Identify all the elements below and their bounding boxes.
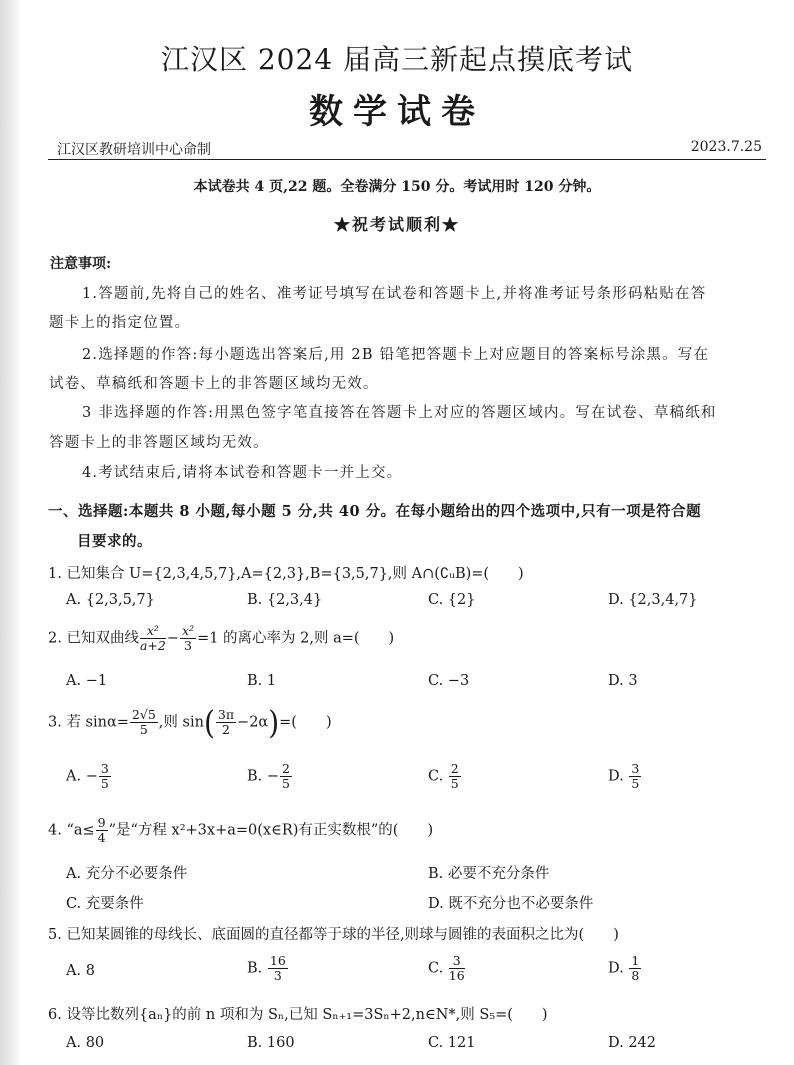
q2-frac2-num: x² [182, 623, 195, 638]
q5-d-frac [629, 954, 641, 983]
exam-info: 本试卷共 4 页,22 题。全卷满分 150 分。考试用时 120 分钟。 [193, 179, 601, 195]
q4-fraction [96, 816, 108, 845]
q4-option-c: C. 充要条件 [66, 896, 144, 912]
q1-option-b: B. {2,3,4} [247, 592, 323, 608]
q2-suffix: =1 的离心率为 2,则 a=( ) [197, 630, 395, 647]
note-line: 1.答题前,先将自己的姓名、准考证号填写在试卷和答题卡上,并将准考证号条形码粘贴在答 [82, 286, 707, 302]
q3-c-label: C. [428, 768, 448, 785]
q3-c-den: 5 [450, 776, 459, 791]
q2-frac2-den: 3 [184, 638, 192, 653]
q1-option-d: D. {2,3,4,7} [608, 592, 698, 608]
q4-prefix: 4. “a≤ [48, 822, 95, 839]
note-line: 3 非选择题的作答:用黑色签字笔直接答在答题卡上对应的答题区域内。写在试卷、草稿纸和 [82, 405, 717, 421]
q5-option-d [608, 954, 642, 983]
q3-a-den: 5 [100, 776, 109, 791]
exam-date: 2023.7.25 [690, 139, 762, 155]
header-divider [48, 159, 766, 160]
q3-frac2-den: 2 [221, 722, 230, 737]
q3-paren-right: ) [268, 702, 280, 741]
q3-a-label: A. − [66, 768, 98, 785]
question-1-stem: 1. 已知集合 U={2,3,4,5,7},A={2,3},B={3,5,7},则 A∩(∁ᵤB)=( ) [48, 566, 524, 582]
q4-option-b: B. 必要不充分条件 [428, 866, 550, 882]
exam-title: 江汉区 2024 届高三新起点摸底考试 [160, 43, 634, 76]
q3-b-frac [280, 762, 292, 791]
section-heading-cont: 目要求的。 [77, 533, 152, 550]
q5-d-den: 8 [631, 968, 640, 983]
q5-option-b [247, 954, 289, 983]
q3-suffix: =( ) [279, 714, 332, 731]
q3-d-num: 3 [631, 761, 640, 776]
q3-a-num: 3 [100, 761, 109, 776]
notes-title: 注意事项: [50, 256, 112, 272]
note-line: 2.选择题的作答:每小题选出答案后,用 2B 铅笔把答题卡上对应题目的答案标号涂黑。写在 [82, 347, 710, 363]
q6-option-b: B. 160 [247, 1035, 295, 1051]
q5-c-frac [449, 954, 465, 983]
subject-title: 数学试卷 [309, 92, 485, 132]
q2-option-b: B. 1 [247, 673, 277, 689]
q3-d-frac [629, 762, 641, 791]
q3-option-a [66, 762, 112, 791]
q2-option-c: C. −3 [428, 673, 470, 689]
q3-paren-left: ( [203, 702, 215, 741]
note-line: 试卷、草稿纸和答题卡上的非答题区域均无效。 [49, 376, 379, 392]
q3-fraction-1 [130, 708, 158, 737]
q2-frac1-num: x² [140, 624, 166, 639]
q6-option-d: D. 242 [608, 1035, 657, 1051]
q2-fraction-1 [140, 624, 166, 653]
q3-prefix: 3. 若 sinα= [48, 714, 129, 731]
page-edge-shadow [0, 0, 22, 1065]
q3-frac1-num: 2√5 [131, 707, 156, 722]
q5-option-c [428, 954, 466, 983]
q4-suffix: ”是“方程 x²+3x+a=0(x∈R)有正实数根”的( ) [108, 822, 434, 839]
q2-minus: − [166, 630, 179, 647]
q2-option-a: A. −1 [66, 673, 108, 689]
question-4-stem [48, 816, 433, 845]
q4-option-d: D. 既不充分也不必要条件 [428, 896, 594, 912]
note-line: 4.考试结束后,请将本试卷和答题卡一并上交。 [82, 465, 403, 481]
question-5-stem: 5. 已知某圆锥的母线长、底面圆的直径都等于球的半径,则球与圆锥的表面积之比为( ) [48, 927, 619, 943]
q6-option-a: A. 80 [66, 1035, 105, 1051]
q4-frac-den: 4 [97, 830, 106, 845]
q3-option-c [428, 762, 462, 791]
q5-c-den: 16 [448, 968, 465, 983]
q1-option-c: C. {2} [428, 592, 476, 608]
q2-frac1-den: a+2 [139, 638, 166, 653]
q3-mid: ,则 sin [158, 714, 204, 731]
q3-c-frac [449, 762, 461, 791]
q5-b-num: 16 [269, 953, 286, 968]
note-line: 答题卡上的非答题区域均无效。 [49, 435, 269, 451]
q4-frac-num: 9 [97, 815, 106, 830]
question-3-stem [48, 702, 332, 741]
q3-d-label: D. [608, 768, 629, 785]
q3-fraction-2 [216, 708, 236, 737]
q5-b-label: B. [247, 960, 267, 977]
q5-b-frac [268, 954, 288, 983]
q5-option-a: A. 8 [66, 963, 95, 979]
blessing-text: ★祝考试顺利★ [333, 215, 460, 234]
q2-prefix: 2. 已知双曲线 [48, 630, 139, 647]
q5-c-num: 3 [449, 954, 465, 969]
q5-b-den: 3 [273, 968, 282, 983]
q5-d-label: D. [608, 960, 629, 977]
q3-option-d [608, 762, 642, 791]
q3-option-b [247, 762, 293, 791]
q1-option-a: A. {2,3,5,7} [66, 592, 155, 608]
issuer-text: 江汉区教研培训中心命制 [57, 142, 211, 158]
q6-option-c: C. 121 [428, 1035, 476, 1051]
section-heading: 一、选择题:本题共 8 小题,每小题 5 分,共 40 分。在每小题给出的四个选项中,只有一项是符合题 [48, 503, 702, 520]
q3-frac1-den: 5 [139, 722, 148, 737]
q3-frac2-num: 3π [217, 707, 235, 722]
q3-b-den: 5 [282, 776, 290, 791]
q3-b-num: 2 [282, 761, 290, 776]
q3-inner: −2α [237, 714, 269, 731]
q5-c-label: C. [428, 960, 448, 977]
q3-d-den: 5 [631, 776, 640, 791]
note-line: 题卡上的指定位置。 [49, 315, 191, 331]
question-6-stem: 6. 设等比数列{aₙ}的前 n 项和为 Sₙ,已知 Sₙ₊₁=3Sₙ+2,n∈N*,则 S₅=( ) [48, 1007, 548, 1023]
q3-a-frac [99, 762, 111, 791]
q3-c-num: 2 [450, 761, 459, 776]
q2-fraction-2 [180, 624, 196, 653]
q5-d-num: 1 [631, 953, 640, 968]
q4-option-a: A. 充分不必要条件 [66, 866, 188, 882]
q3-b-label: B. − [247, 768, 280, 785]
q2-option-d: D. 3 [608, 673, 638, 689]
question-2-stem [48, 624, 394, 653]
